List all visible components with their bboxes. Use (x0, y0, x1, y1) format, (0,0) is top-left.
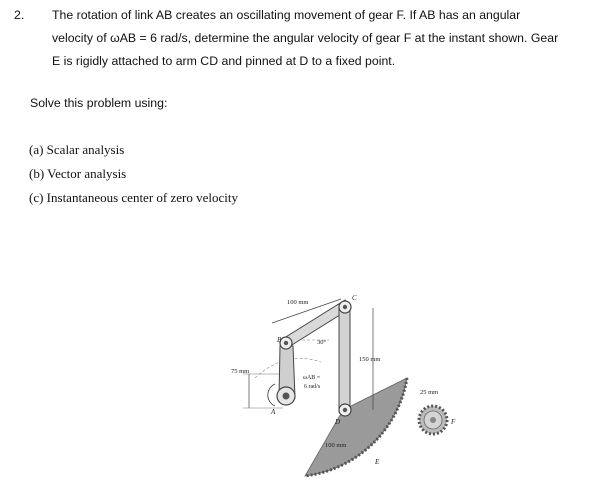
label-100-mm-radius: 100 mm (325, 442, 347, 449)
label-point-d: D (335, 418, 341, 426)
label-150-mm: 150 mm (359, 356, 381, 363)
label-point-b: B (277, 336, 282, 344)
part-a: (a) Scalar analysis (29, 142, 125, 157)
pin-d-center (343, 408, 347, 412)
label-point-a: A (271, 408, 276, 416)
arm-cd (339, 304, 350, 412)
problem-number: 2. (14, 8, 25, 22)
label-omega: ωAB = (303, 375, 321, 381)
label-25-mm: 25 mm (420, 389, 439, 396)
label-100-mm-ab: 100 mm (287, 299, 309, 306)
pin-a-center (283, 393, 290, 400)
problem-line-1: The rotation of link AB creates an oscillating movement of gear F. If AB has an angular (52, 8, 521, 22)
label-angle: 30° (317, 339, 327, 346)
gear-e-sector (305, 378, 407, 476)
instructions-text: Solve this problem using: (30, 96, 168, 110)
part-b: (b) Vector analysis (29, 166, 127, 181)
gear-f (419, 406, 447, 434)
label-point-f: F (451, 418, 456, 426)
part-c: (c) Instantaneous center of zero velocity (29, 190, 238, 205)
label-omega-value: 6 rad/s (304, 384, 321, 390)
pin-b-center (284, 341, 288, 345)
problem-line-3: E is rigidly attached to arm CD and pinned at D to a fixed point. (52, 54, 396, 68)
label-75-mm: 75 mm (231, 368, 250, 375)
problem-line-2: velocity of ωAB = 6 rad/s, determine the angular velocity of gear F at the instant shown. Gear (52, 31, 559, 45)
pin-c-center (343, 305, 347, 309)
label-point-c: C (352, 294, 357, 302)
mechanism-figure (225, 290, 465, 480)
omega-arrow (268, 384, 275, 406)
label-point-e: E (375, 458, 380, 466)
